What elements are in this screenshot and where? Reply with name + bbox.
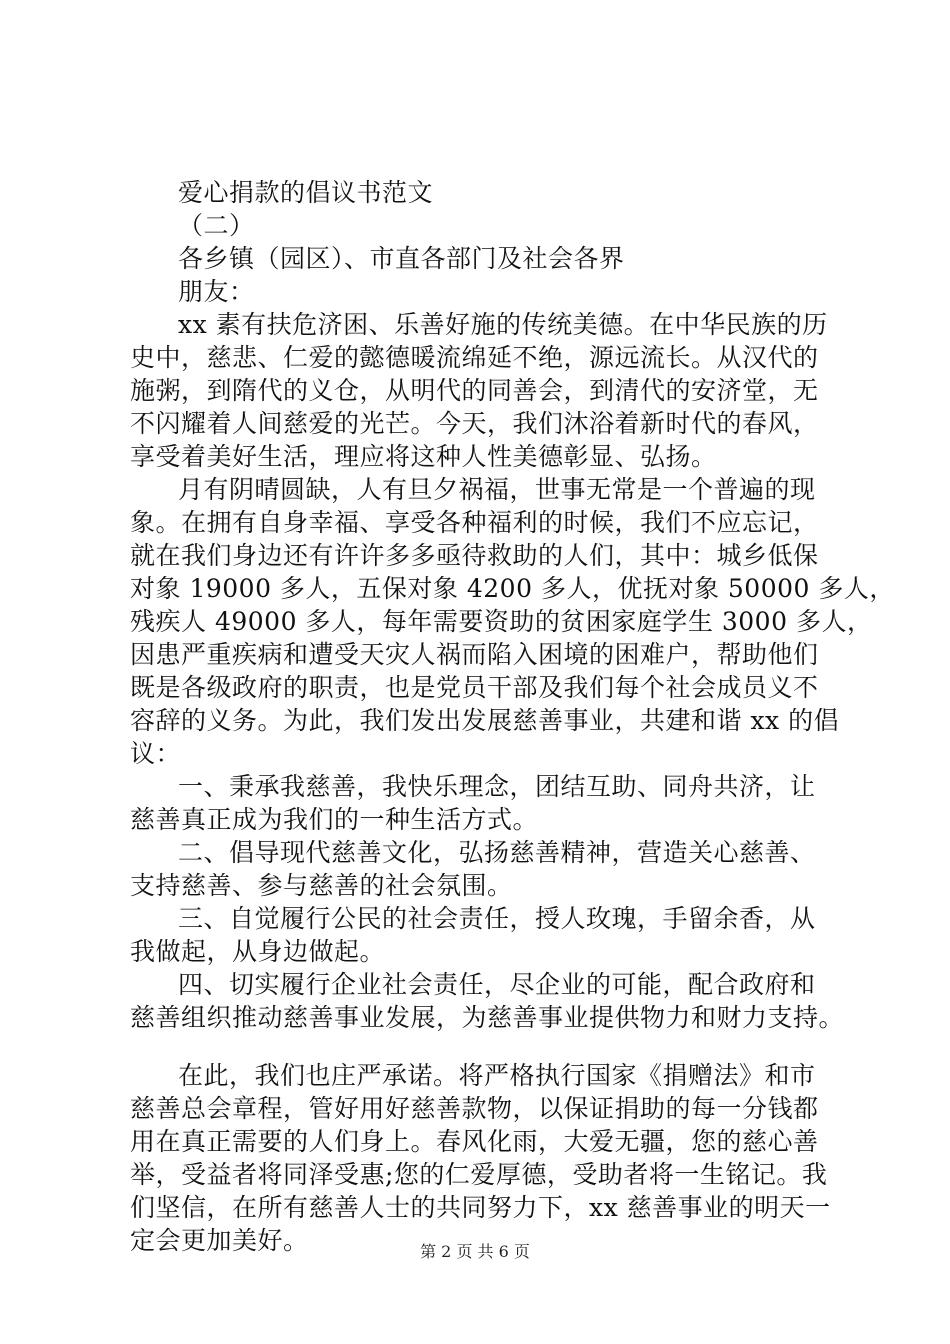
text-line: 象。在拥有自身幸福、享受各种福利的时候，我们不应忘记， <box>130 508 819 537</box>
text-line: 用在真正需要的人们身上。春风化雨，大爱无疆，您的慈心善 <box>130 1127 819 1156</box>
text-line: xx 素有扶危济困、乐善好施的传统美德。在中华民族的历 <box>178 310 828 339</box>
text-line: 在此，我们也庄严承诺。将严格执行国家《捐赠法》和市 <box>178 1061 816 1090</box>
page-footer: 第 2 页 共 6 页 <box>420 1242 530 1261</box>
text-line: 我做起，从身边做起。 <box>130 937 386 966</box>
text-line: 施粥，到隋代的义仓，从明代的同善会，到清代的安济堂，无 <box>130 376 819 405</box>
addressee-line: 朋友： <box>178 277 255 306</box>
text-line: 容辞的义务。为此，我们发出发展慈善事业，共建和谐 xx 的倡 <box>130 706 840 735</box>
text-line: 既是各级政府的职责，也是党员干部及我们每个社会成员义不 <box>130 673 819 702</box>
text-line: 对象 19000 多人，五保对象 4200 多人，优抚对象 50000 多人， <box>130 574 895 603</box>
text-line: 就在我们身边还有许许多多亟待救助的人们，其中：城乡低保 <box>130 541 819 570</box>
text-line: 月有阴晴圆缺，人有旦夕祸福，世事无常是一个普遍的现 <box>178 475 816 504</box>
text-line: 定会更加美好。 <box>130 1226 309 1255</box>
text-line: 因患严重疾病和遭受天灾人祸而陷入困境的困难户，帮助他们 <box>130 640 819 669</box>
text-line: 慈善组织推动慈善事业发展，为慈善事业提供物力和财力支持。 <box>130 1003 845 1032</box>
addressee-line: 各乡镇（园区）、市直各部门及社会各界 <box>178 244 625 273</box>
text-line: 支持慈善、参与慈善的社会氛围。 <box>130 871 513 900</box>
text-line: 们坚信，在所有慈善人士的共同努力下，xx 慈善事业的明天一 <box>130 1193 831 1222</box>
text-line: 一、秉承我慈善，我快乐理念，团结互助、同舟共济，让 <box>178 772 816 801</box>
text-line: 残疾人 49000 多人，每年需要资助的贫困家庭学生 3000 多人， <box>130 607 873 636</box>
text-line: 慈善真正成为我们的一种生活方式。 <box>130 805 539 834</box>
text-line: 二、倡导现代慈善文化，弘扬慈善精神，营造关心慈善、 <box>178 838 816 867</box>
text-line: 议： <box>130 739 182 768</box>
text-line: 享受着美好生活，理应将这种人性美德彰显、弘扬。 <box>130 442 717 471</box>
document-subtitle: （二） <box>178 211 255 240</box>
text-line: 史中，慈悲、仁爱的懿德暖流绵延不绝，源远流长。从汉代的 <box>130 343 819 372</box>
text-line: 四、切实履行企业社会责任，尽企业的可能，配合政府和 <box>178 970 816 999</box>
document-title: 爱心捐款的倡议书范文 <box>178 178 434 207</box>
text-line: 举，受益者将同泽受惠;您的仁爱厚德，受助者将一生铭记。我 <box>130 1160 828 1189</box>
text-line: 不闪耀着人间慈爱的光芒。今天，我们沐浴着新时代的春风， <box>130 409 819 438</box>
text-line: 慈善总会章程，管好用好慈善款物，以保证捐助的每一分钱都 <box>130 1094 819 1123</box>
text-line: 三、自觉履行公民的社会责任，授人玫瑰，手留余香，从 <box>178 904 816 933</box>
